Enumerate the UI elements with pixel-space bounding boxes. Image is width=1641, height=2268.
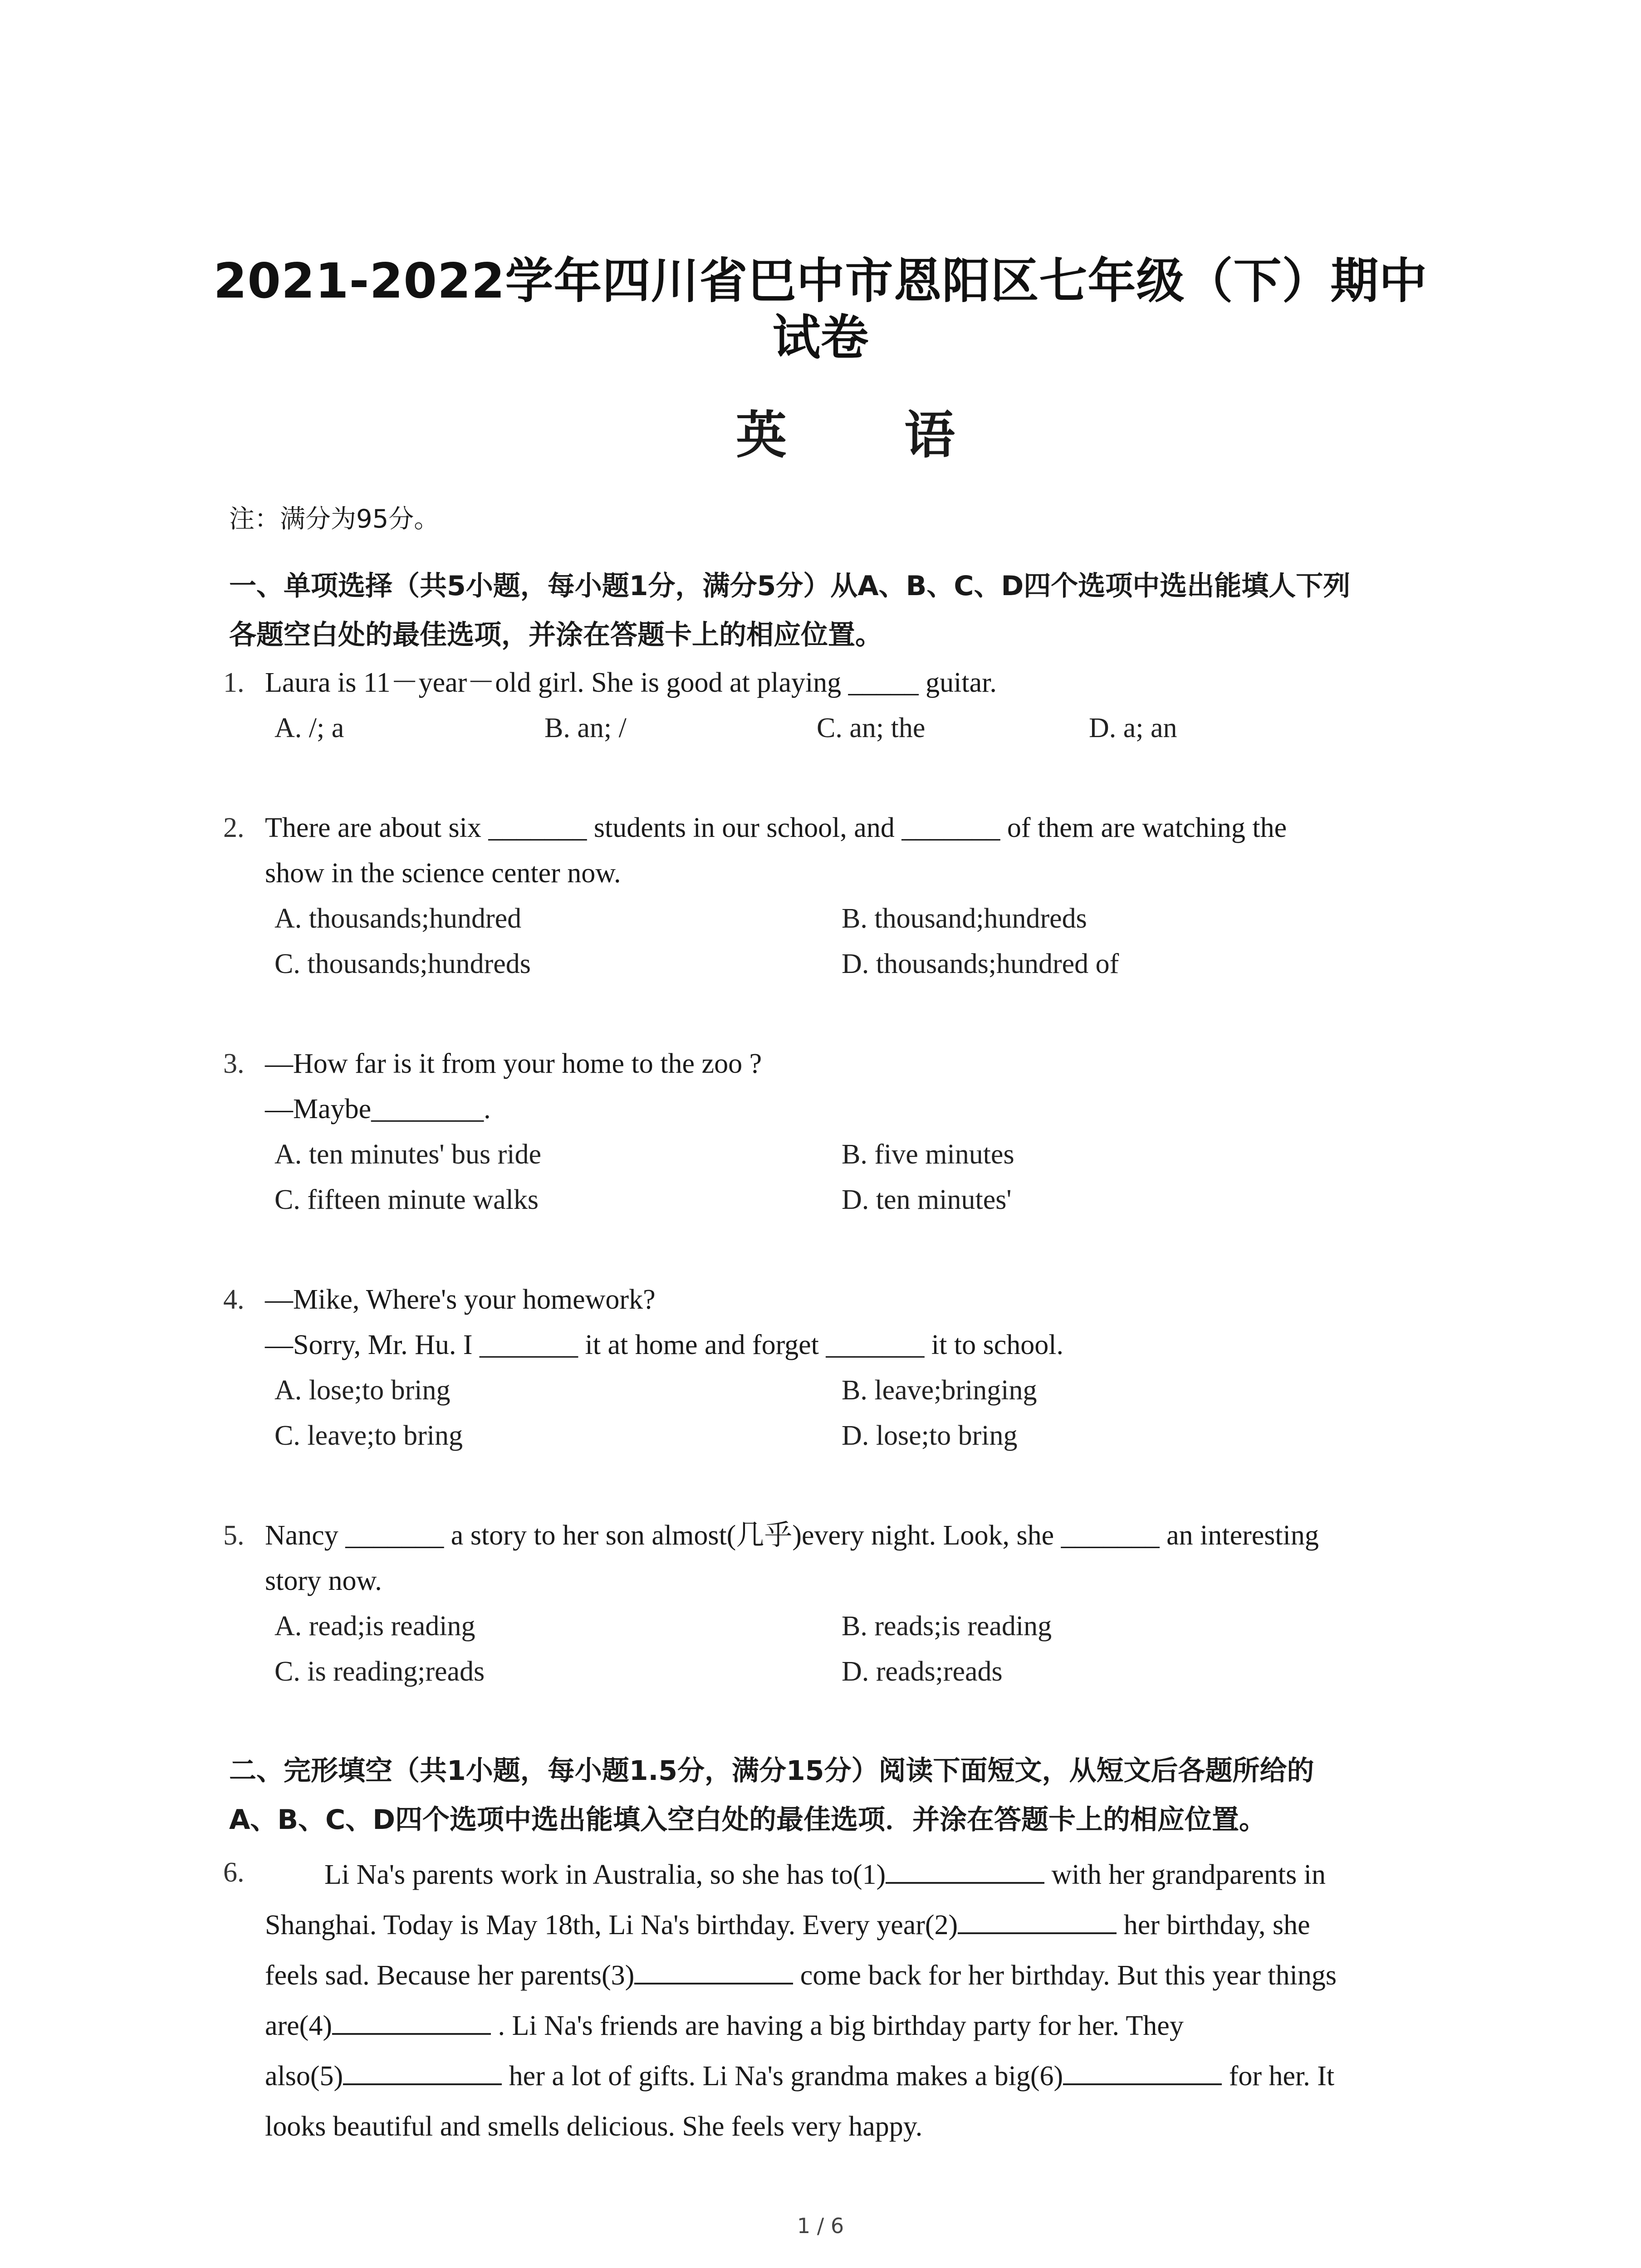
option-c: C. fifteen minute walks <box>274 1184 539 1215</box>
option-b: B. an; / <box>544 713 627 743</box>
option-a: A. ten minutes' bus ride <box>274 1139 542 1170</box>
option-a: A. lose;to bring <box>274 1375 451 1406</box>
section2-heading-line1: 二、完形填空（共1小题，每小题1.5分，满分15分）阅读下面短文，从短文后各题所给的 <box>229 1755 1314 1787</box>
passage-text: her birthday, she <box>1117 1910 1310 1941</box>
question-number: 2. <box>223 812 245 843</box>
option-c: C. is reading;reads <box>274 1656 485 1687</box>
page-number: 1 / 6 <box>797 2214 844 2238</box>
option-d: D. a; an <box>1089 713 1177 743</box>
question-text: —How far is it from your home to the zoo ? <box>265 1048 762 1079</box>
section1-heading-line1: 一、单项选择（共5小题，每小题1分，满分5分）从A、B、C、D四个选项中选出能填人下列 <box>229 570 1351 602</box>
question-text: —Maybe________. <box>265 1094 491 1124</box>
option-d: D. lose;to bring <box>842 1420 1018 1451</box>
option-b: B. reads;is reading <box>842 1611 1052 1642</box>
question-text: Nancy _______ a story to her son almost(几乎)every night. Look, she _______ an interesting <box>265 1520 1319 1551</box>
passage-text: also(5) <box>265 2061 343 2092</box>
option-b: B. five minutes <box>842 1139 1014 1170</box>
question-text: —Mike, Where's your homework? <box>265 1284 656 1315</box>
option-c: C. an; the <box>817 713 926 743</box>
blank-1[interactable] <box>886 1857 1044 1884</box>
passage-line-5 <box>265 2051 1334 2102</box>
option-a: A. read;is reading <box>274 1611 475 1642</box>
passage-text: Li Na's parents work in Australia, so she has to(1) <box>324 1859 886 1890</box>
exam-title-line2: 试卷 <box>772 310 869 366</box>
passage-line-2 <box>265 1900 1310 1950</box>
blank-4[interactable] <box>332 2008 491 2035</box>
option-d: D. thousands;hundred of <box>842 948 1119 979</box>
question-text: show in the science center now. <box>265 858 621 889</box>
exam-title-line1: 2021-2022学年四川省巴中市恩阳区七年级（下）期中 <box>213 253 1428 309</box>
question-text: —Sorry, Mr. Hu. I _______ it at home and forget _______ it to school. <box>265 1330 1063 1360</box>
passage-line-6: looks beautiful and smells delicious. She feels very happy. <box>265 2111 923 2142</box>
passage-text: . Li Na's friends are having a big birthday party for her. They <box>490 2010 1184 2041</box>
question-number: 1. <box>223 667 245 698</box>
option-c: C. thousands;hundreds <box>274 948 531 979</box>
question-text: There are about six _______ students in our school, and _______ of them are watching the <box>265 812 1287 843</box>
option-a: A. thousands;hundred <box>274 903 522 934</box>
question-number: 3. <box>223 1048 245 1079</box>
passage-text: come back for her birthday. But this year things <box>793 1960 1337 1991</box>
passage-text: feels sad. Because her parents(3) <box>265 1960 635 1991</box>
score-note: 注：满分为95分。 <box>229 504 440 534</box>
passage-line-3 <box>265 1950 1337 2001</box>
question-text: Laura is 11－year－old girl. She is good at playing _____ guitar. <box>265 667 997 698</box>
question-number: 5. <box>223 1520 245 1551</box>
question-number: 4. <box>223 1284 245 1315</box>
passage-text: Shanghai. Today is May 18th, Li Na's birthday. Every year(2) <box>265 1910 958 1941</box>
passage-text: her a lot of gifts. Li Na's grandma makes a big(6) <box>502 2061 1063 2092</box>
section2-heading-line2: A、B、C、D四个选项中选出能填入空白处的最佳选项．并涂在答题卡上的相应位置。 <box>229 1804 1267 1836</box>
blank-2[interactable] <box>958 1907 1117 1934</box>
question-text: story now. <box>265 1565 382 1596</box>
question-number: 6. <box>223 1857 245 1888</box>
subject-heading: 英 语 <box>736 406 1005 465</box>
option-c: C. leave;to bring <box>274 1420 463 1451</box>
passage-line-4 <box>265 2001 1184 2051</box>
option-b: B. leave;bringing <box>842 1375 1037 1406</box>
passage-text: are(4) <box>265 2010 332 2041</box>
blank-6[interactable] <box>1063 2058 1222 2085</box>
passage-line-1 <box>324 1850 1326 1900</box>
section1-heading-line2: 各题空白处的最佳选项，并涂在答题卡上的相应位置。 <box>229 619 882 651</box>
blank-5[interactable] <box>343 2058 502 2085</box>
blank-3[interactable] <box>634 1957 793 1984</box>
option-a: A. /; a <box>274 713 344 743</box>
option-d: D. ten minutes' <box>842 1184 1012 1215</box>
option-d: D. reads;reads <box>842 1656 1003 1687</box>
passage-text: with her grandparents in <box>1044 1859 1326 1890</box>
option-b: B. thousand;hundreds <box>842 903 1087 934</box>
passage-text: for her. It <box>1222 2061 1335 2092</box>
